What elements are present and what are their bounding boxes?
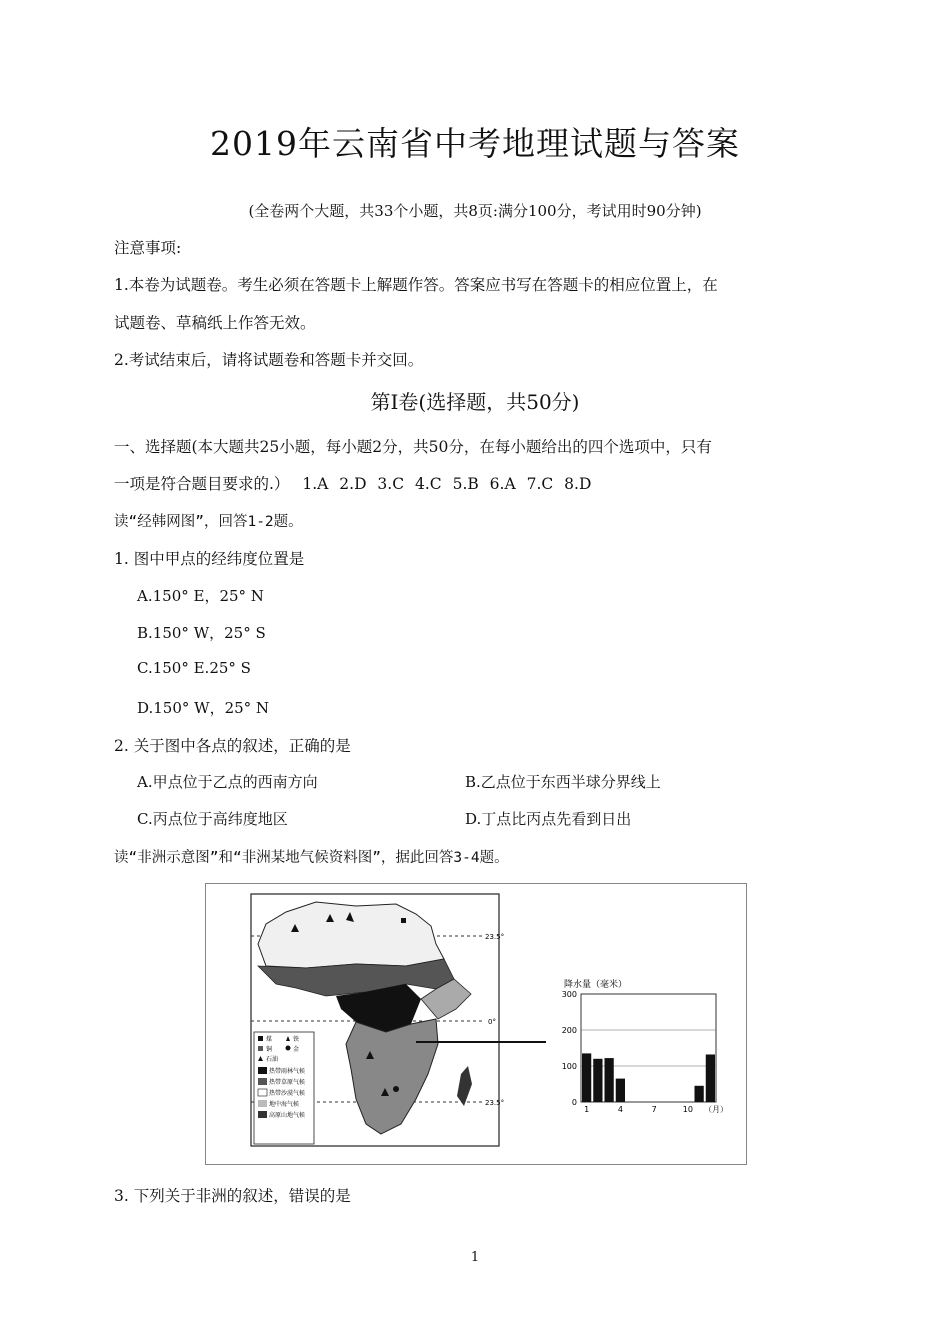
chart-x-ticks bbox=[584, 1105, 693, 1114]
legend-savanna: 热带草原气候 bbox=[269, 1079, 306, 1086]
notice-heading: 注意事项: bbox=[114, 239, 182, 257]
exam-info: (全卷两个大题，共33个小题，共8页:满分100分，考试用时90分钟) bbox=[248, 202, 702, 220]
chart-y-tick-label: 0 bbox=[571, 1098, 577, 1107]
notice-item-1-line-1: 1.本卷为试题卷。考生必须在答题卡上解题作答。答案应书写在答题卡的相应位置上，在 bbox=[114, 276, 718, 294]
chart-bar-month-3 bbox=[605, 1058, 614, 1102]
chart-bar-month-4 bbox=[616, 1079, 625, 1102]
question-1-stem: 1. 图中甲点的经纬度位置是 bbox=[114, 550, 305, 568]
answer-key: 1.A 2.D 3.C 4.C 5.B 6.A 7.C 8.D bbox=[302, 475, 592, 493]
notice-item-1-line-2: 试题卷、草稿纸上作答无效。 bbox=[114, 314, 316, 332]
madagascar-shape bbox=[457, 1066, 472, 1106]
chart-bar-month-11 bbox=[695, 1086, 704, 1102]
part1-intro-line-1: 一、选择题(本大题共25小题，每小题2分，共50分，在每小题给出的四个选项中，只有 bbox=[114, 438, 712, 456]
notice-item-2: 2.考试结束后，请将试题卷和答题卡并交回。 bbox=[114, 351, 424, 369]
chart-bar-month-1 bbox=[582, 1053, 591, 1102]
chart-x-tick-label: 1 bbox=[584, 1105, 590, 1114]
legend-copper: 铜 bbox=[266, 1046, 273, 1053]
chart-y-tick-label: 200 bbox=[561, 1026, 577, 1035]
reading-prompt-2: 读“非洲示意图”和“非洲某地气候资料图”，据此回答3-4题。 bbox=[114, 850, 509, 866]
legend-highland: 高原山地气候 bbox=[269, 1112, 306, 1119]
africa-figure bbox=[205, 883, 747, 1165]
mineral-marker bbox=[401, 918, 406, 923]
legend-gold: 金 bbox=[293, 1046, 300, 1053]
question-2-option-c: C.丙点位于高纬度地区 bbox=[137, 810, 288, 828]
part1-intro-text: 一项是符合题目要求的.） bbox=[114, 475, 290, 493]
question-2-option-b: B.乙点位于东西半球分界线上 bbox=[465, 773, 661, 791]
question-2-option-a: A.甲点位于乙点的西南方向 bbox=[137, 773, 318, 791]
chart-x-unit: （月） bbox=[704, 1105, 728, 1114]
africa-southern-region bbox=[346, 1019, 438, 1134]
legend-rainforest: 热带雨林气候 bbox=[269, 1068, 306, 1075]
legend-oil: 石油 bbox=[266, 1056, 279, 1063]
question-2-option-d: D.丁点比丙点先看到日出 bbox=[465, 810, 632, 828]
mineral-marker bbox=[393, 1086, 399, 1092]
question-1-option-b: B.150° W，25° S bbox=[137, 624, 266, 642]
question-1-option-a: A.150° E，25° N bbox=[137, 587, 264, 605]
chart-y-ticks bbox=[562, 990, 577, 1107]
lat-label-north: 23.5° bbox=[485, 933, 505, 941]
part1-intro-line-2 bbox=[114, 472, 591, 494]
chart-bar-month-2 bbox=[593, 1059, 602, 1102]
reading-prompt-1: 读“经韩网图”，回答1-2题。 bbox=[114, 514, 303, 530]
question-1-option-d: D.150° W，25° N bbox=[137, 699, 270, 717]
africa-figure-svg bbox=[206, 884, 746, 1164]
chart-x-tick-label: 4 bbox=[617, 1105, 623, 1114]
chart-bar-month-12 bbox=[706, 1054, 715, 1102]
africa-desert-region bbox=[258, 902, 444, 968]
chart-y-tick-label: 300 bbox=[561, 990, 577, 999]
legend-mediterranean: 地中海气候 bbox=[269, 1101, 300, 1108]
lat-label-equator: 0° bbox=[488, 1018, 496, 1026]
question-2-stem: 2. 关于图中各点的叙述，正确的是 bbox=[114, 737, 351, 755]
question-1-option-c: C.150° E.25° S bbox=[137, 659, 251, 677]
page-number: 1 bbox=[470, 1250, 480, 1265]
section-title: 第Ⅰ卷(选择题，共50分) bbox=[370, 390, 580, 414]
chart-title: 降水量（毫米） bbox=[564, 980, 628, 990]
chart-y-tick-label: 100 bbox=[561, 1062, 577, 1071]
legend-iron: 铁 bbox=[293, 1036, 300, 1043]
chart-bars bbox=[582, 1053, 715, 1102]
legend-desert: 热带沙漠气候 bbox=[269, 1090, 306, 1097]
chart-x-tick-label: 7 bbox=[651, 1105, 657, 1114]
legend-coal: 煤 bbox=[266, 1036, 273, 1043]
chart-x-tick-label: 10 bbox=[682, 1105, 693, 1114]
question-3-stem: 3. 下列关于非洲的叙述，错误的是 bbox=[114, 1187, 351, 1205]
lat-label-south: 23.5° bbox=[485, 1099, 505, 1107]
page-title: 2019年云南省中考地理试题与答案 bbox=[210, 124, 740, 163]
